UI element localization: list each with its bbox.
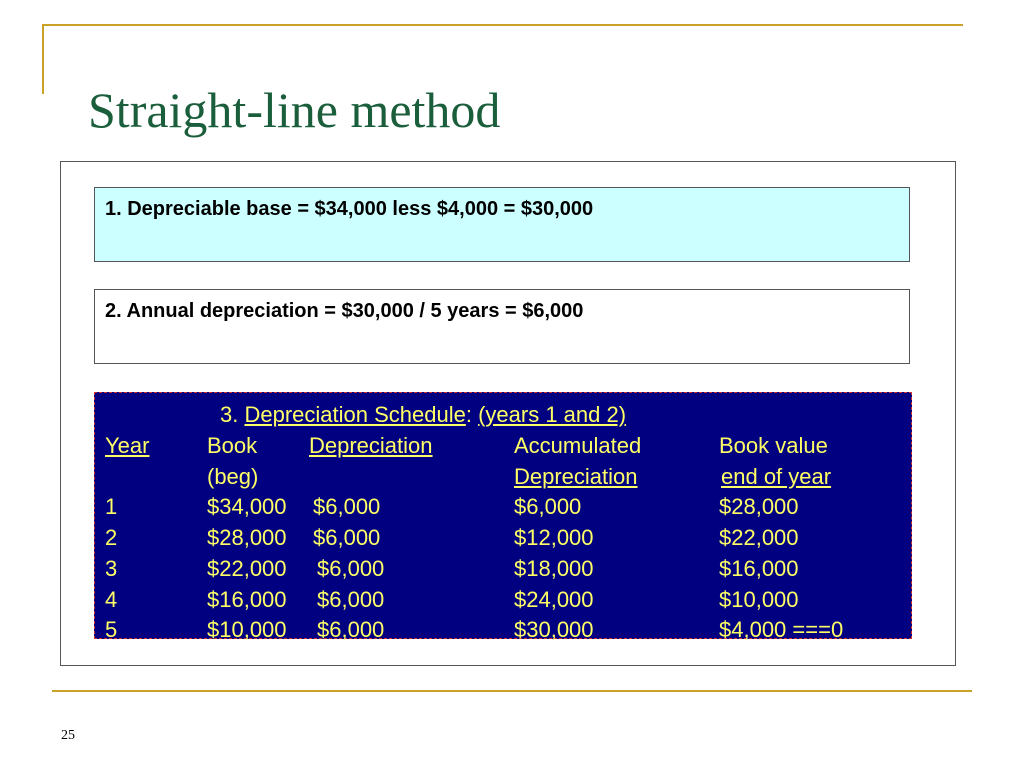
- row-1-depreciation: $6,000: [313, 494, 381, 519]
- top-rule: [42, 24, 963, 26]
- row-3-year: 3: [105, 556, 118, 581]
- row-1-book: $34,000: [207, 494, 287, 519]
- depreciation-schedule-panel: [94, 392, 912, 642]
- row-5-year: 5: [105, 617, 118, 642]
- row-2-book: $28,000: [207, 525, 287, 550]
- row-2-year: 2: [105, 525, 118, 550]
- row-4-book: $16,000: [207, 587, 287, 612]
- row-3-book-value: $16,000: [719, 556, 799, 581]
- row-2-book-value: $22,000: [719, 525, 799, 550]
- row-4-depreciation: $6,000: [317, 587, 385, 612]
- row-1-year: 1: [105, 494, 118, 519]
- row-3-depreciation: $6,000: [317, 556, 385, 581]
- col-header-year: Year: [105, 433, 150, 458]
- bottom-rule: [52, 690, 972, 692]
- depreciable-base-text: 1. Depreciable base = $34,000 less $4,000 = $30,000: [105, 198, 594, 220]
- row-2-accumulated: $12,000: [514, 525, 594, 550]
- schedule-heading-years: (years 1 and 2): [478, 402, 627, 427]
- depreciable-base-box: [94, 187, 910, 262]
- row-3-book: $22,000: [207, 556, 287, 581]
- col-header-depreciation: Depreciation: [309, 433, 433, 458]
- col-subheader-end-of-year: end of year: [721, 464, 832, 489]
- row-4-accumulated: $24,000: [514, 587, 594, 612]
- schedule-heading: [220, 402, 626, 428]
- row-5-accumulated: $30,000: [514, 617, 594, 642]
- left-rule: [42, 24, 44, 94]
- row-5-book-value: $4,000 ===0: [719, 617, 844, 642]
- row-5-depreciation: $6,000: [317, 617, 385, 642]
- annual-depreciation-box: [94, 289, 910, 364]
- row-5-book: $10,000: [207, 617, 287, 642]
- row-1-accumulated: $6,000: [514, 494, 582, 519]
- annual-depreciation-text: 2. Annual depreciation = $30,000 / 5 years = $6,000: [105, 300, 584, 322]
- schedule-heading-link: Depreciation Schedule: [244, 402, 466, 427]
- row-1-book-value: $28,000: [719, 494, 799, 519]
- col-header-book-value: Book value: [719, 433, 828, 458]
- col-header-accumulated: Accumulated: [514, 433, 642, 458]
- slide-title: Straight-line method: [88, 82, 501, 138]
- col-header-book: Book: [207, 433, 258, 458]
- col-subheader-accum-depreciation: Depreciation: [514, 464, 638, 489]
- col-subheader-beg: (beg): [207, 464, 259, 489]
- row-4-year: 4: [105, 587, 118, 612]
- row-3-accumulated: $18,000: [514, 556, 594, 581]
- page-number: 25: [61, 728, 75, 743]
- row-2-depreciation: $6,000: [313, 525, 381, 550]
- schedule-heading-colon: :: [465, 402, 479, 427]
- row-4-book-value: $10,000: [719, 587, 799, 612]
- schedule-heading-prefix: 3.: [220, 402, 245, 427]
